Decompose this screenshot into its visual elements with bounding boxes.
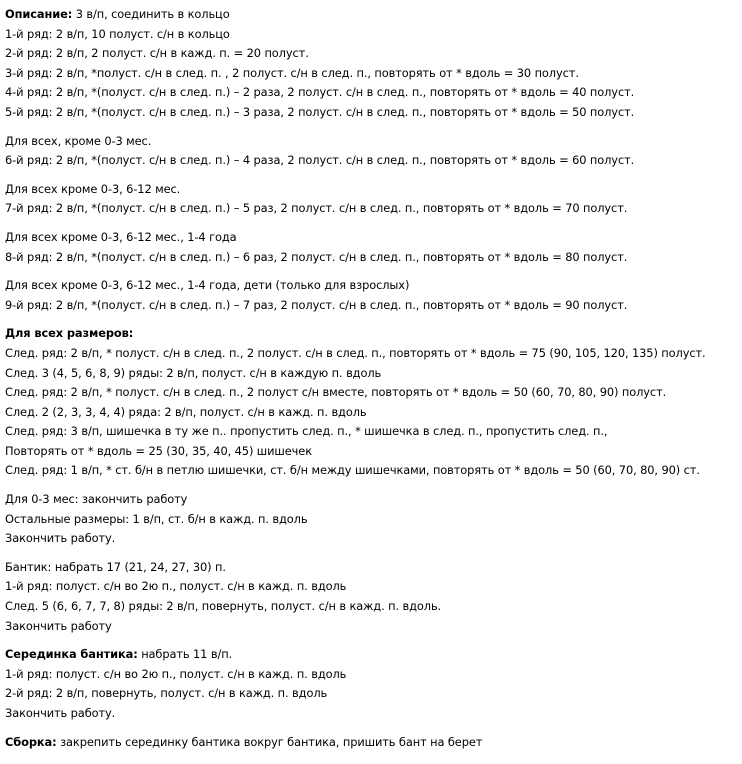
text-line <box>5 442 740 462</box>
paragraph <box>5 228 740 267</box>
text-line <box>5 103 740 123</box>
text-line <box>5 597 740 617</box>
bold-label: Сборка: <box>5 734 57 749</box>
paragraph <box>5 645 740 723</box>
line-text: Для всех кроме 0-3, 6-12 мес. <box>5 181 181 196</box>
paragraph-gap <box>5 315 740 324</box>
line-text: Бантик: набрать 17 (21, 24, 27, 30) п. <box>5 559 226 574</box>
line-text: Закончить работу. <box>5 531 116 546</box>
text-line <box>5 577 740 597</box>
text-line <box>5 199 740 219</box>
line-text: Остальные размеры: 1 в/п, ст. б/н в кажд. п. вдоль <box>5 511 308 526</box>
paragraph <box>5 5 740 123</box>
text-line <box>5 296 740 316</box>
text-line <box>5 490 740 510</box>
line-text: 7-й ряд: 2 в/п, *(полуст. с/н в след. п.) – 5 раз, 2 полуст. с/н в след. п., повторять от * вдоль = 70 полуст. <box>5 201 628 216</box>
line-text: Для всех кроме 0-3, 6-12 мес., 1-4 года, дети (только для взрослых) <box>5 278 410 293</box>
text-line <box>5 344 740 364</box>
text-line <box>5 684 740 704</box>
paragraph-gap <box>5 549 740 558</box>
line-text: 4-й ряд: 2 в/п, *(полуст. с/н в след. п.) – 2 раза, 2 полуст. с/н в след. п., повторять от * вдоль = 40 полуст. <box>5 85 635 100</box>
text-line <box>5 383 740 403</box>
line-text: 2-й ряд: 2 в/п, повернуть, полуст. с/н в кажд. п. вдоль <box>5 686 328 701</box>
text-line <box>5 645 740 665</box>
paragraph <box>5 276 740 315</box>
text-line <box>5 665 740 685</box>
text-line <box>5 617 740 637</box>
line-text: 2-й ряд: 2 в/п, 2 полуст. с/н в кажд. п. = 20 полуст. <box>5 46 309 61</box>
text-line <box>5 25 740 45</box>
line-text: 5-й ряд: 2 в/п, *(полуст. с/н в след. п.) – 3 раза, 2 полуст. с/н в след. п., повторять от * вдоль = 50 полуст. <box>5 104 635 119</box>
text-line <box>5 248 740 268</box>
bold-label: Серединка бантика: <box>5 647 138 662</box>
text-line <box>5 64 740 84</box>
text-line <box>5 461 740 481</box>
paragraph-gap <box>5 481 740 490</box>
text-line <box>5 558 740 578</box>
paragraph-gap <box>5 219 740 228</box>
line-text: 6-й ряд: 2 в/п, *(полуст. с/н в след. п.) – 4 раза, 2 полуст. с/н в след. п., повторять от * вдоль = 60 полуст. <box>5 153 635 168</box>
line-text: Закончить работу. <box>5 706 116 720</box>
line-text: След. 2 (2, 3, 3, 4, 4) ряда: 2 в/п, полуст. с/н в кажд. п. вдоль <box>5 404 367 419</box>
line-text: 1-й ряд: полуст. с/н во 2ю п., полуст. с/н в кажд. п. вдоль <box>5 579 347 594</box>
line-text: 1-й ряд: 2 в/п, 10 полуст. с/н в кольцо <box>5 26 230 41</box>
text-line <box>5 132 740 152</box>
line-text: 8-й ряд: 2 в/п, *(полуст. с/н в след. п.) – 6 раз, 2 полуст. с/н в след. п., повторять от * вдоль = 80 полуст. <box>5 249 628 264</box>
line-text: След. ряд: 1 в/п, * ст. б/н в петлю шишечки, ст. б/н между шишечками, повторять от * вдоль = 50 (60, 70, 80, 90) ст. <box>5 463 700 478</box>
line-text: Для 0-3 мес: закончить работу <box>5 492 188 507</box>
text-line <box>5 276 740 296</box>
paragraph <box>5 180 740 219</box>
line-text: 1-й ряд: полуст. с/н во 2ю п., полуст. с/н в кажд. п. вдоль <box>5 666 347 681</box>
text-line <box>5 228 740 248</box>
text-line <box>5 422 740 442</box>
line-text: 3 в/п, соединить в кольцо <box>72 7 230 21</box>
line-text: След. ряд: 2 в/п, * полуст. с/н в след. п., 2 полуст с/н вместе, повторять от * вдоль = 50 (60, 70, 80, 90) полуст. <box>5 385 667 400</box>
paragraph-gap <box>5 123 740 132</box>
line-text: Для всех кроме 0-3, 6-12 мес., 1-4 года <box>5 229 237 244</box>
paragraph-gap <box>5 724 740 733</box>
line-text: След. ряд: 2 в/п, * полуст. с/н в след. п., 2 полуст. с/н в след. п., повторять от * вдоль = 75 (90, 105, 120, 135) полуст. <box>5 345 706 360</box>
line-text: Для всех, кроме 0-3 мес. <box>5 133 152 148</box>
line-text: След. ряд: 3 в/п, шишечка в ту же п.. пропустить след. п., * шишечка в след. п., пропустить след. п., <box>5 424 608 439</box>
text-line <box>5 44 740 64</box>
line-text: Повторять от * вдоль = 25 (30, 35, 40, 45) шишечек <box>5 443 312 458</box>
text-line <box>5 403 740 423</box>
text-line <box>5 180 740 200</box>
text-line <box>5 324 740 344</box>
text-line <box>5 83 740 103</box>
paragraph-gap <box>5 636 740 645</box>
paragraph <box>5 324 740 481</box>
line-text: Закончить работу <box>5 618 112 633</box>
bold-label: Описание: <box>5 7 73 21</box>
line-text: набрать 11 в/п. <box>137 647 233 662</box>
crochet-pattern-document <box>5 5 740 752</box>
paragraph <box>5 490 740 549</box>
line-text: След. 3 (4, 5, 6, 8, 9) ряды: 2 в/п, полуст. с/н в каждую п. вдоль <box>5 365 382 380</box>
text-line <box>5 510 740 530</box>
text-line <box>5 151 740 171</box>
bold-label: Для всех размеров: <box>5 326 134 341</box>
line-text: 3-й ряд: 2 в/п, *полуст. с/н в след. п. , 2 полуст. с/н в след. п., повторять от * вдоль = 30 полуст. <box>5 65 579 80</box>
paragraph-gap <box>5 171 740 180</box>
text-line <box>5 5 740 25</box>
text-line <box>5 364 740 384</box>
paragraph <box>5 733 740 753</box>
text-line <box>5 733 740 753</box>
paragraph <box>5 558 740 636</box>
paragraph <box>5 132 740 171</box>
text-line <box>5 704 740 724</box>
line-text: 9-й ряд: 2 в/п, *(полуст. с/н в след. п.) – 7 раз, 2 полуст. с/н в след. п., повторять от * вдоль = 90 полуст. <box>5 297 628 312</box>
line-text: закрепить серединку бантика вокруг бантика, пришить бант на берет <box>56 734 483 749</box>
paragraph-gap <box>5 267 740 276</box>
line-text: След. 5 (6, 6, 7, 7, 8) ряды: 2 в/п, повернуть, полуст. с/н в кажд. п. вдоль. <box>5 599 442 614</box>
text-line <box>5 529 740 549</box>
